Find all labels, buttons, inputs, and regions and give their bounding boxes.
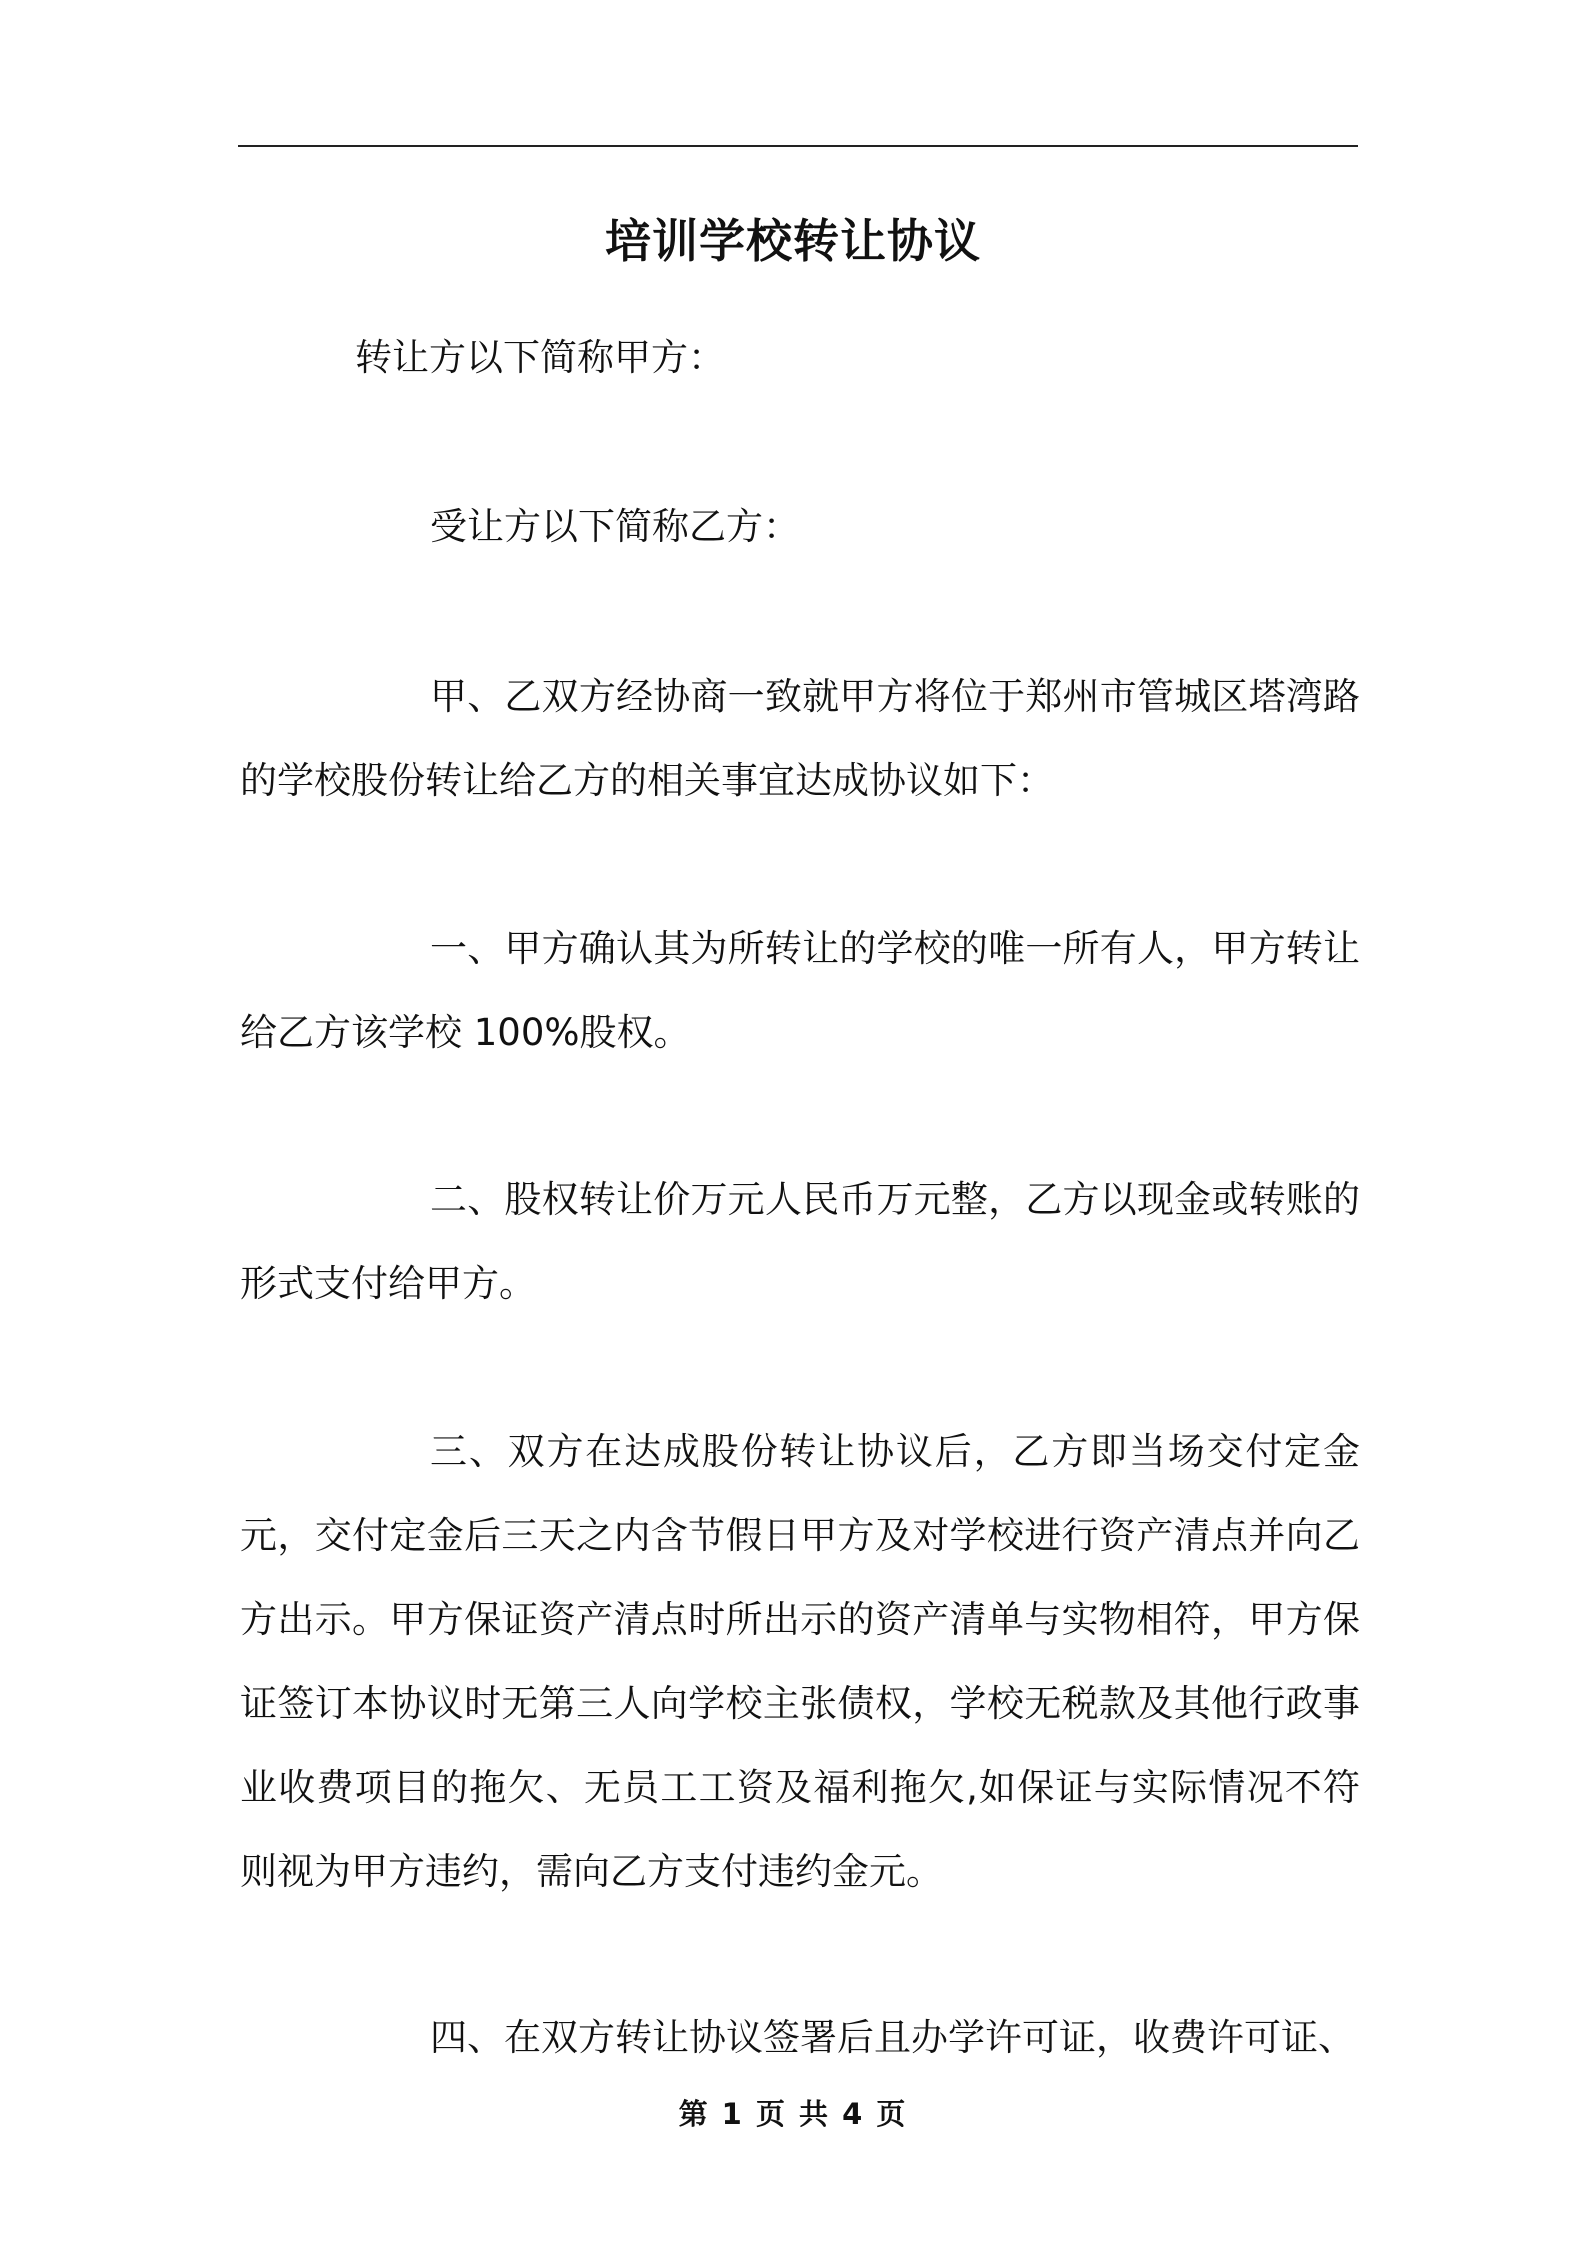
paragraph-preamble: 甲、乙双方经协商一致就甲方将位于郑州市管城区塔湾路的学校股份转让给乙方的相关事宜达成协议如下： <box>240 675 1360 802</box>
paragraph-transferor: 转让方以下简称甲方： <box>355 336 725 379</box>
paragraph-clause-3: 三、双方在达成股份转让协议后，乙方即当场交付定金元，交付定金后三天之内含节假日甲方及对学校进行资产清点并向乙方出示。甲方保证资产清点时所出示的资产清单与实物相符，甲方保证签订本协议时无第三人向学校主张债权，学校无税款及其他行政事业收费项目的拖欠、无员工工资及福利拖欠,如保证与实际情况不符则视为甲方违约，需向乙方支付违约金元。 <box>240 1430 1360 1893</box>
paragraph-clause-4: 四、在双方转让协议签署后且办学许可证，收费许可证、 <box>430 2016 1355 2059</box>
page-number-footer: 第 1 页 共 4 页 <box>678 2097 908 2131</box>
header-rule <box>238 145 1358 147</box>
paragraph-clause-2: 二、股权转让价万元人民币万元整，乙方以现金或转账的形式支付给甲方。 <box>240 1178 1360 1305</box>
paragraph-transferee: 受让方以下简称乙方： <box>430 505 800 548</box>
paragraph-clause-1: 一、甲方确认其为所转让的学校的唯一所有人，甲方转让给乙方该学校 100%股权。 <box>240 927 1360 1054</box>
document-title: 培训学校转让协议 <box>605 214 981 268</box>
